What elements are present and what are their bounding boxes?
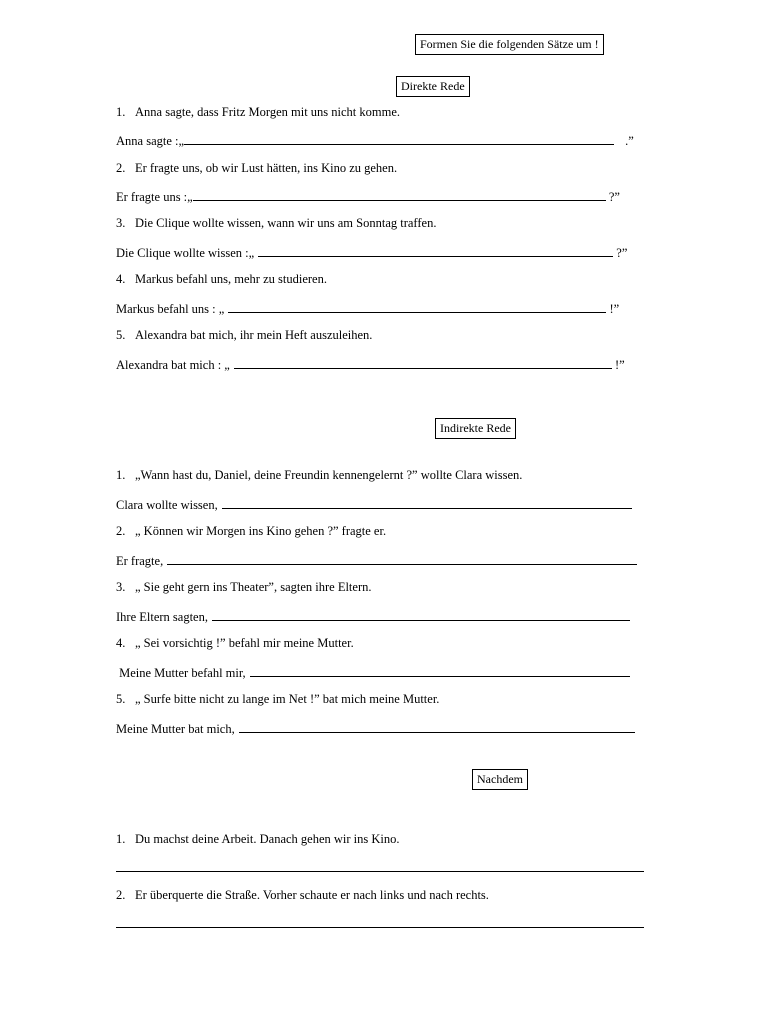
- answer-prompt: Clara wollte wissen,: [116, 498, 218, 512]
- answer-ending: !”: [606, 302, 620, 316]
- item-number: 3.: [116, 580, 126, 594]
- section-title-indirect: [435, 418, 516, 439]
- item-sentence: „ Surfe bitte nicht zu lange im Net !” bat mich meine Mutter.: [135, 692, 440, 706]
- item-sentence: „Wann hast du, Daniel, deine Freundin kennengelernt ?” wollte Clara wissen.: [135, 468, 523, 482]
- item-number: 3.: [116, 216, 126, 230]
- item-sentence: Anna sagte, dass Fritz Morgen mit uns nicht komme.: [135, 105, 401, 119]
- answer-prompt: Die Clique wollte wissen :„: [116, 246, 255, 260]
- exercise-item: [116, 579, 372, 595]
- item-sentence: Die Clique wollte wissen, wann wir uns am Sonntag traffen.: [135, 216, 437, 230]
- section-title-direct-text: Direkte Rede: [401, 79, 465, 93]
- answer-blank[interactable]: [258, 243, 613, 257]
- item-number: 2.: [116, 161, 126, 175]
- answer-ending: !”: [611, 358, 625, 372]
- exercise-item: [116, 523, 386, 539]
- answer-line: [116, 131, 634, 149]
- answer-line: [116, 187, 620, 205]
- exercise-item: [116, 887, 489, 903]
- answer-prompt: Meine Mutter bat mich,: [116, 722, 235, 736]
- answer-prompt: Alexandra bat mich : „: [116, 358, 230, 372]
- item-number: 1.: [116, 105, 126, 119]
- instruction-box: [415, 34, 604, 55]
- item-sentence: Er überquerte die Straße. Vorher schaute er nach links und nach rechts.: [135, 888, 489, 902]
- answer-prompt: Meine Mutter befahl mir,: [116, 666, 246, 680]
- answer-line: [116, 719, 635, 737]
- item-sentence: „ Sie geht gern ins Theater”, sagten ihre Eltern.: [135, 580, 372, 594]
- exercise-item: [116, 215, 436, 231]
- answer-prompt: Anna sagte :„: [116, 134, 185, 148]
- exercise-item: [116, 467, 522, 483]
- section-title-direct: [396, 76, 470, 97]
- answer-line: [116, 495, 632, 513]
- answer-blank[interactable]: [184, 131, 614, 145]
- answer-ending: .”: [622, 134, 634, 148]
- answer-blank[interactable]: [116, 858, 644, 872]
- item-number: 2.: [116, 524, 126, 538]
- item-sentence: „ Können wir Morgen ins Kino gehen ?” fragte er.: [135, 524, 387, 538]
- answer-blank[interactable]: [193, 187, 606, 201]
- item-sentence: „ Sei vorsichtig !” befahl mir meine Mutter.: [135, 636, 354, 650]
- item-number: 4.: [116, 272, 126, 286]
- item-number: 5.: [116, 328, 126, 342]
- answer-prompt: Er fragte,: [116, 554, 164, 568]
- section-title-nachdem-text: Nachdem: [477, 772, 523, 786]
- exercise-item: [116, 104, 400, 120]
- answer-line: [116, 243, 627, 261]
- item-sentence: Markus befahl uns, mehr zu studieren.: [135, 272, 327, 286]
- answer-prompt: Er fragte uns :„: [116, 190, 193, 204]
- item-number: 1.: [116, 468, 126, 482]
- answer-line: [116, 663, 630, 681]
- answer-line: [116, 355, 625, 373]
- item-number: 5.: [116, 692, 126, 706]
- item-sentence: Alexandra bat mich, ihr mein Heft auszuleihen.: [135, 328, 373, 342]
- answer-ending: ?”: [613, 246, 628, 260]
- exercise-item: [116, 271, 327, 287]
- answer-blank[interactable]: [228, 299, 606, 313]
- answer-blank[interactable]: [212, 607, 630, 621]
- answer-line: [116, 299, 619, 317]
- answer-blank[interactable]: [250, 663, 630, 677]
- item-number: 4.: [116, 636, 126, 650]
- instruction-text: Formen Sie die folgenden Sätze um !: [420, 37, 599, 51]
- item-sentence: Du machst deine Arbeit. Danach gehen wir ins Kino.: [135, 832, 400, 846]
- answer-prompt: Markus befahl uns : „: [116, 302, 225, 316]
- exercise-item: [116, 831, 400, 847]
- exercise-item: [116, 327, 372, 343]
- exercise-item: [116, 691, 439, 707]
- item-number: 1.: [116, 832, 126, 846]
- section-title-nachdem: [472, 769, 528, 790]
- answer-blank[interactable]: [239, 719, 635, 733]
- answer-blank[interactable]: [116, 914, 644, 928]
- item-number: 2.: [116, 888, 126, 902]
- exercise-item: [116, 635, 354, 651]
- section-title-indirect-text: Indirekte Rede: [440, 421, 511, 435]
- answer-blank[interactable]: [234, 355, 612, 369]
- answer-line: [116, 551, 637, 569]
- item-sentence: Er fragte uns, ob wir Lust hätten, ins Kino zu gehen.: [135, 161, 398, 175]
- exercise-item: [116, 160, 397, 176]
- answer-blank[interactable]: [167, 551, 637, 565]
- answer-ending: ?”: [605, 190, 620, 204]
- answer-prompt: Ihre Eltern sagten,: [116, 610, 208, 624]
- answer-line: [116, 607, 630, 625]
- answer-blank[interactable]: [222, 495, 632, 509]
